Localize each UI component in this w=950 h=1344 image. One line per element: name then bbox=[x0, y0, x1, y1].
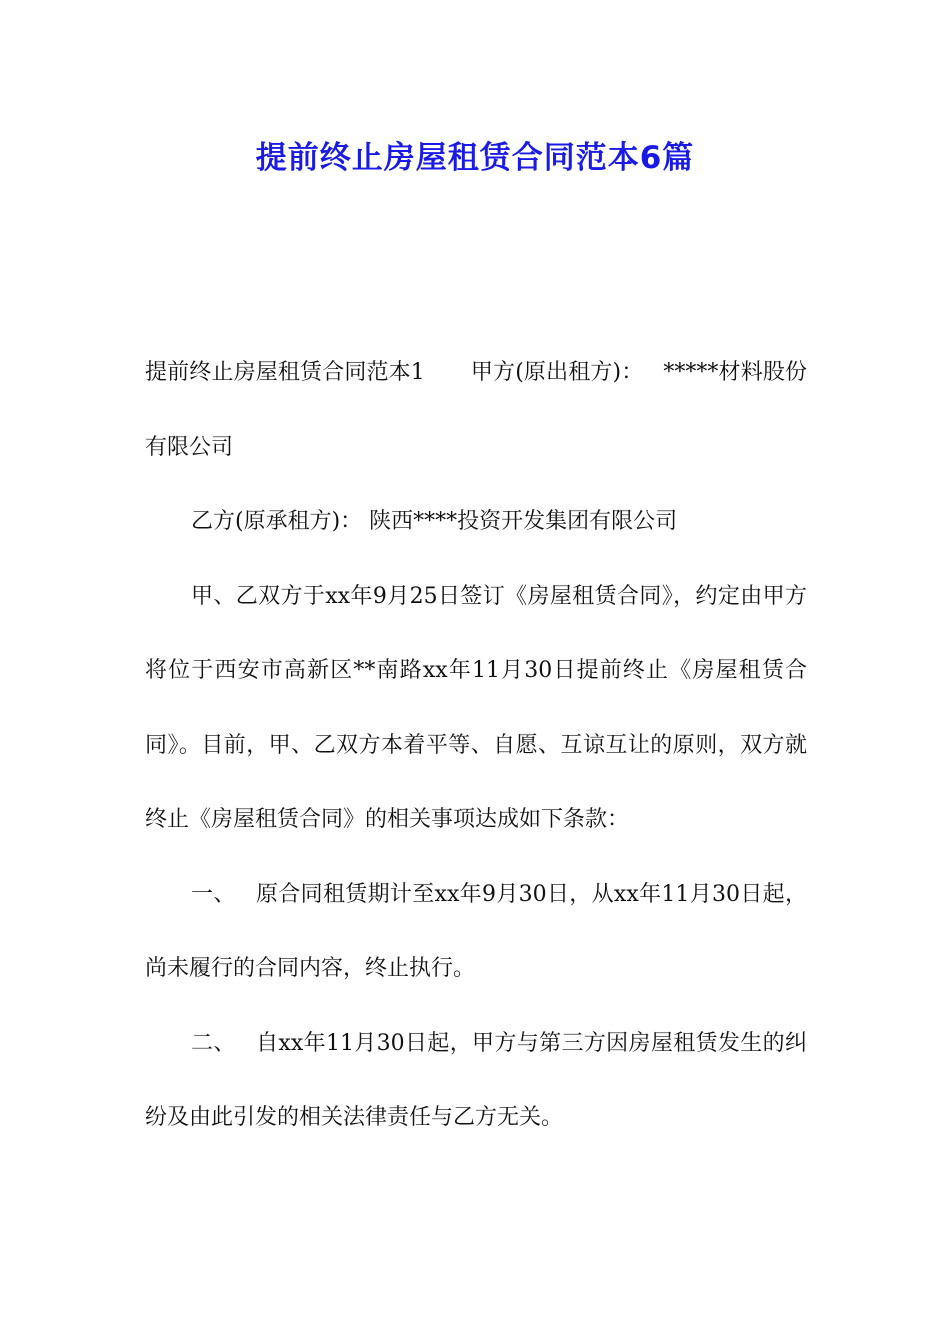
section-heading: 提前终止房屋租赁合同范本1 bbox=[145, 360, 425, 385]
document-body bbox=[145, 336, 807, 1156]
paragraph-2: 乙方(原承租方)： 陕西****投资开发集团有限公司 bbox=[191, 509, 678, 534]
party-a-name: *****材料股份有限公司 bbox=[145, 360, 807, 460]
party-a-label: 甲方(原出租方)： bbox=[470, 360, 644, 385]
clause-text: 自xx年11月30日起，甲方与第三方因房屋租赁发生的纠纷及由此引发的相关法律责任与乙方无关。 bbox=[145, 1030, 807, 1130]
document-title: 提前终止房屋租赁合同范本6篇 bbox=[255, 140, 695, 176]
clause-number: 一、 bbox=[191, 881, 236, 907]
paragraph-1 bbox=[145, 336, 807, 485]
paragraph-5 bbox=[145, 1007, 807, 1156]
clause-text: 原合同租赁期计至xx年9月30日，从xx年11月30日起，尚未履行的合同内容，终止执行。 bbox=[145, 881, 807, 981]
paragraph-4 bbox=[145, 858, 807, 1007]
clause-number: 二、 bbox=[191, 1030, 236, 1056]
paragraph-3: 甲、乙双方于xx年9月25日签订《房屋租赁合同》，约定由甲方将位于西安市高新区**南路xx年11月30日提前终止《房屋租赁合同》。目前，甲、乙双方本着平等、自愿、互谅互让的原则，双方就终止《房屋租赁合同》的相关事项达成如下条款： bbox=[145, 583, 807, 832]
